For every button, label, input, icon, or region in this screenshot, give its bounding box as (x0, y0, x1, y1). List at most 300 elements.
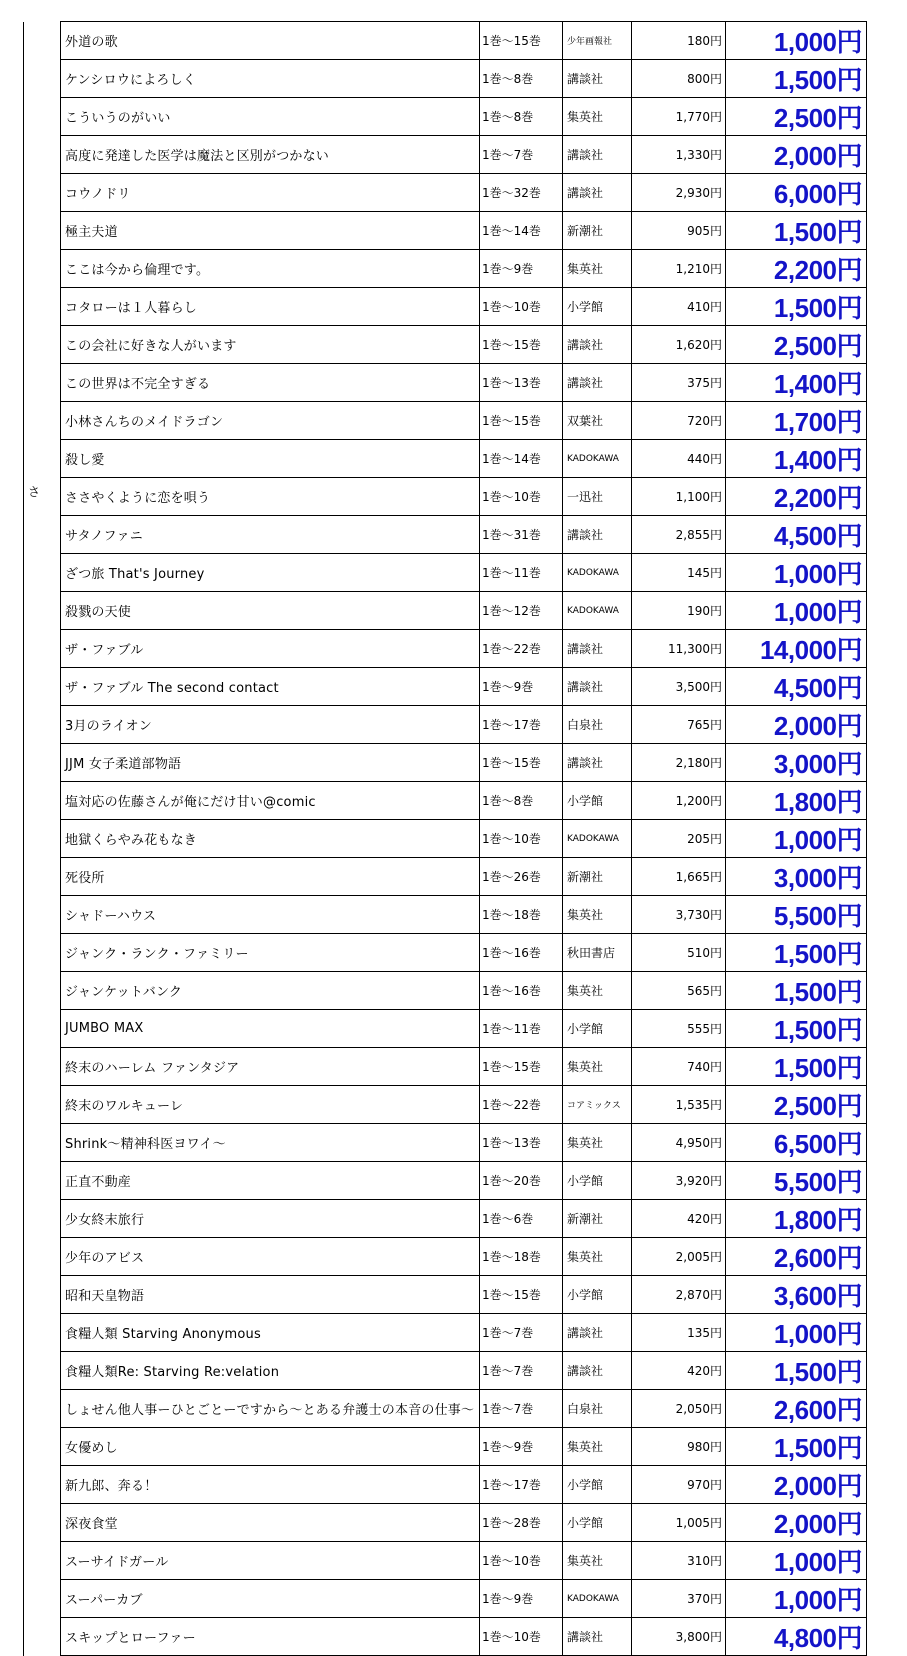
kana-index-cell (24, 212, 61, 250)
volumes-cell: 1巻～8巻 (480, 782, 563, 820)
volumes-cell: 1巻～10巻 (480, 820, 563, 858)
kana-index-cell (24, 1010, 61, 1048)
buy-price-cell: 1,500円 (726, 212, 867, 250)
volumes-cell: 1巻～10巻 (480, 1618, 563, 1656)
table-row (24, 592, 867, 630)
table-row (24, 896, 867, 934)
title-cell: 食糧人類 Starving Anonymous (61, 1314, 480, 1352)
publisher-cell: 講談社 (563, 364, 632, 402)
kana-index-cell (24, 98, 61, 136)
volumes-cell: 1巻～9巻 (480, 1580, 563, 1618)
list-price-cell: 440円 (632, 440, 726, 478)
kana-index-cell (24, 250, 61, 288)
buy-price-cell: 2,000円 (726, 706, 867, 744)
list-price-cell: 135円 (632, 1314, 726, 1352)
volumes-cell: 1巻～31巻 (480, 516, 563, 554)
publisher-cell: 小学館 (563, 782, 632, 820)
volumes-cell: 1巻～15巻 (480, 326, 563, 364)
buy-price-cell: 1,800円 (726, 1200, 867, 1238)
buy-price-cell: 1,000円 (726, 1314, 867, 1352)
title-cell: コタローは１人暮らし (61, 288, 480, 326)
kana-index-cell (24, 1086, 61, 1124)
buy-price-cell: 3,000円 (726, 744, 867, 782)
list-price-cell: 190円 (632, 592, 726, 630)
volumes-cell: 1巻～22巻 (480, 630, 563, 668)
buy-price-cell: 1,000円 (726, 22, 867, 60)
buy-price-cell: 4,500円 (726, 516, 867, 554)
kana-index-cell (24, 820, 61, 858)
volumes-cell: 1巻～6巻 (480, 1200, 563, 1238)
title-cell: この世界は不完全すぎる (61, 364, 480, 402)
publisher-cell: 双葉社 (563, 402, 632, 440)
kana-index-cell (24, 136, 61, 174)
table-row (24, 1466, 867, 1504)
volumes-cell: 1巻～28巻 (480, 1504, 563, 1542)
table-row (24, 288, 867, 326)
publisher-cell: 集英社 (563, 250, 632, 288)
list-price-cell: 3,730円 (632, 896, 726, 934)
list-price-cell: 1,330円 (632, 136, 726, 174)
kana-index-cell (24, 630, 61, 668)
kana-index-cell (24, 858, 61, 896)
publisher-cell: 講談社 (563, 60, 632, 98)
buy-price-cell: 1,800円 (726, 782, 867, 820)
buy-price-cell: 14,000円 (726, 630, 867, 668)
publisher-cell: 講談社 (563, 174, 632, 212)
buy-price-cell: 2,600円 (726, 1238, 867, 1276)
publisher-cell: コアミックス (563, 1086, 632, 1124)
price-list-body (24, 22, 867, 1656)
title-cell: 深夜食堂 (61, 1504, 480, 1542)
list-price-cell: 1,665円 (632, 858, 726, 896)
list-price-cell: 205円 (632, 820, 726, 858)
title-cell: ジャンク・ランク・ファミリー (61, 934, 480, 972)
kana-index-cell (24, 1504, 61, 1542)
title-cell: 極主夫道 (61, 212, 480, 250)
table-row (24, 1276, 867, 1314)
buy-price-cell: 1,500円 (726, 1428, 867, 1466)
table-row (24, 668, 867, 706)
publisher-cell: 白泉社 (563, 1390, 632, 1428)
title-cell: 新九郎、奔る！ (61, 1466, 480, 1504)
buy-price-cell: 2,600円 (726, 1390, 867, 1428)
table-row (24, 1200, 867, 1238)
volumes-cell: 1巻～8巻 (480, 60, 563, 98)
publisher-cell: 講談社 (563, 744, 632, 782)
buy-price-cell: 5,500円 (726, 1162, 867, 1200)
list-price-cell: 555円 (632, 1010, 726, 1048)
list-price-cell: 3,920円 (632, 1162, 726, 1200)
volumes-cell: 1巻～15巻 (480, 22, 563, 60)
buy-price-cell: 1,400円 (726, 440, 867, 478)
kana-index-cell (24, 1542, 61, 1580)
kana-index-cell (24, 1428, 61, 1466)
kana-index-cell (24, 1466, 61, 1504)
kana-index-cell (24, 326, 61, 364)
title-cell: 食糧人類Re: Starving Re:velation (61, 1352, 480, 1390)
table-row (24, 1428, 867, 1466)
list-price-cell: 740円 (632, 1048, 726, 1086)
kana-index-cell (24, 1048, 61, 1086)
volumes-cell: 1巻～15巻 (480, 744, 563, 782)
buy-price-cell: 1,500円 (726, 934, 867, 972)
volumes-cell: 1巻～15巻 (480, 1048, 563, 1086)
table-row (24, 1580, 867, 1618)
publisher-cell: 集英社 (563, 1124, 632, 1162)
title-cell: 外道の歌 (61, 22, 480, 60)
publisher-cell: KADOKAWA (563, 1580, 632, 1618)
list-price-cell: 410円 (632, 288, 726, 326)
kana-index-cell (24, 1124, 61, 1162)
buy-price-cell: 2,500円 (726, 98, 867, 136)
buy-price-cell: 1,000円 (726, 592, 867, 630)
publisher-cell: 小学館 (563, 288, 632, 326)
publisher-cell: 小学館 (563, 1466, 632, 1504)
publisher-cell: KADOKAWA (563, 820, 632, 858)
publisher-cell: 小学館 (563, 1276, 632, 1314)
list-price-cell: 420円 (632, 1352, 726, 1390)
table-row (24, 1086, 867, 1124)
publisher-cell: 集英社 (563, 1238, 632, 1276)
buy-price-cell: 3,000円 (726, 858, 867, 896)
list-price-cell: 3,500円 (632, 668, 726, 706)
table-row (24, 1390, 867, 1428)
volumes-cell: 1巻～22巻 (480, 1086, 563, 1124)
title-cell: Shrink～精神科医ヨワイ～ (61, 1124, 480, 1162)
title-cell: コウノドリ (61, 174, 480, 212)
volumes-cell: 1巻～7巻 (480, 1390, 563, 1428)
volumes-cell: 1巻～12巻 (480, 592, 563, 630)
kana-index-cell (24, 1580, 61, 1618)
list-price-cell: 2,855円 (632, 516, 726, 554)
title-cell: 死役所 (61, 858, 480, 896)
volumes-cell: 1巻～15巻 (480, 402, 563, 440)
buy-price-cell: 3,600円 (726, 1276, 867, 1314)
kana-index-cell (24, 744, 61, 782)
volumes-cell: 1巻～13巻 (480, 1124, 563, 1162)
table-row (24, 250, 867, 288)
table-row (24, 364, 867, 402)
volumes-cell: 1巻～9巻 (480, 1428, 563, 1466)
publisher-cell: 集英社 (563, 972, 632, 1010)
publisher-cell: 小学館 (563, 1162, 632, 1200)
table-row (24, 326, 867, 364)
title-cell: こういうのがいい (61, 98, 480, 136)
volumes-cell: 1巻～10巻 (480, 1542, 563, 1580)
kana-index-cell (24, 782, 61, 820)
kana-index-cell (24, 1238, 61, 1276)
publisher-cell: 講談社 (563, 1314, 632, 1352)
title-cell: スキップとローファー (61, 1618, 480, 1656)
table-row (24, 1124, 867, 1162)
list-price-cell: 1,620円 (632, 326, 726, 364)
publisher-cell: 新潮社 (563, 1200, 632, 1238)
table-row (24, 22, 867, 60)
kana-index-cell (24, 706, 61, 744)
table-row (24, 1352, 867, 1390)
table-row (24, 554, 867, 592)
volumes-cell: 1巻～17巻 (480, 1466, 563, 1504)
title-cell: 終末のハーレム ファンタジア (61, 1048, 480, 1086)
publisher-cell: 講談社 (563, 326, 632, 364)
kana-index-cell (24, 1162, 61, 1200)
volumes-cell: 1巻～8巻 (480, 98, 563, 136)
title-cell: 正直不動産 (61, 1162, 480, 1200)
table-row (24, 1048, 867, 1086)
publisher-cell: KADOKAWA (563, 554, 632, 592)
title-cell: この会社に好きな人がいます (61, 326, 480, 364)
kana-index-cell (24, 1618, 61, 1656)
buy-price-cell: 1,500円 (726, 1048, 867, 1086)
table-row (24, 630, 867, 668)
table-row (24, 1618, 867, 1656)
buy-price-cell: 2,500円 (726, 326, 867, 364)
volumes-cell: 1巻～14巻 (480, 212, 563, 250)
buy-price-cell: 5,500円 (726, 896, 867, 934)
kana-index-cell (24, 934, 61, 972)
publisher-cell: 白泉社 (563, 706, 632, 744)
table-row (24, 440, 867, 478)
list-price-cell: 2,180円 (632, 744, 726, 782)
publisher-cell: 少年画報社 (563, 22, 632, 60)
buy-price-cell: 6,500円 (726, 1124, 867, 1162)
publisher-cell: 新潮社 (563, 858, 632, 896)
list-price-cell: 2,930円 (632, 174, 726, 212)
kana-index-cell (24, 174, 61, 212)
kana-index-cell (24, 60, 61, 98)
table-row (24, 1314, 867, 1352)
title-cell: 塩対応の佐藤さんが俺にだけ甘い@comic (61, 782, 480, 820)
kana-index-cell (24, 364, 61, 402)
list-price-cell: 1,770円 (632, 98, 726, 136)
volumes-cell: 1巻～20巻 (480, 1162, 563, 1200)
publisher-cell: 講談社 (563, 1352, 632, 1390)
list-price-cell: 180円 (632, 22, 726, 60)
buy-price-cell: 1,400円 (726, 364, 867, 402)
title-cell: 女優めし (61, 1428, 480, 1466)
kana-index-cell (24, 516, 61, 554)
table-row (24, 174, 867, 212)
table-row (24, 972, 867, 1010)
list-price-cell: 3,800円 (632, 1618, 726, 1656)
publisher-cell: 一迅社 (563, 478, 632, 516)
list-price-cell: 1,200円 (632, 782, 726, 820)
volumes-cell: 1巻～11巻 (480, 554, 563, 592)
volumes-cell: 1巻～16巻 (480, 972, 563, 1010)
table-row (24, 98, 867, 136)
publisher-cell: KADOKAWA (563, 440, 632, 478)
publisher-cell: 講談社 (563, 136, 632, 174)
title-cell: サタノファニ (61, 516, 480, 554)
kana-index-cell (24, 592, 61, 630)
list-price-cell: 800円 (632, 60, 726, 98)
title-cell: 地獄くらやみ花もなき (61, 820, 480, 858)
list-price-cell: 2,005円 (632, 1238, 726, 1276)
title-cell: ざつ旅 That's Journey (61, 554, 480, 592)
list-price-cell: 420円 (632, 1200, 726, 1238)
kana-index-cell (24, 668, 61, 706)
volumes-cell: 1巻～26巻 (480, 858, 563, 896)
kana-index-cell (24, 440, 61, 478)
title-cell: スーパーカブ (61, 1580, 480, 1618)
table-row (24, 1504, 867, 1542)
table-row (24, 136, 867, 174)
buy-price-cell: 2,000円 (726, 1466, 867, 1504)
kana-index-cell (24, 1276, 61, 1314)
buy-price-cell: 2,500円 (726, 1086, 867, 1124)
table-row (24, 782, 867, 820)
list-price-cell: 145円 (632, 554, 726, 592)
list-price-cell: 2,870円 (632, 1276, 726, 1314)
publisher-cell: 小学館 (563, 1504, 632, 1542)
buy-price-cell: 2,200円 (726, 478, 867, 516)
publisher-cell: 小学館 (563, 1010, 632, 1048)
publisher-cell: 講談社 (563, 630, 632, 668)
list-price-cell: 1,005円 (632, 1504, 726, 1542)
table-row (24, 402, 867, 440)
publisher-cell: 講談社 (563, 516, 632, 554)
table-row (24, 516, 867, 554)
buy-price-cell: 1,500円 (726, 972, 867, 1010)
volumes-cell: 1巻～17巻 (480, 706, 563, 744)
title-cell: 終末のワルキューレ (61, 1086, 480, 1124)
list-price-cell: 4,950円 (632, 1124, 726, 1162)
kana-index-cell (24, 1352, 61, 1390)
table-row (24, 1238, 867, 1276)
table-row (24, 212, 867, 250)
buy-price-cell: 1,500円 (726, 1352, 867, 1390)
title-cell: 小林さんちのメイドラゴン (61, 402, 480, 440)
title-cell: 昭和天皇物語 (61, 1276, 480, 1314)
buy-price-cell: 2,200円 (726, 250, 867, 288)
table-row (24, 1542, 867, 1580)
list-price-cell: 970円 (632, 1466, 726, 1504)
kana-index-cell (24, 402, 61, 440)
buy-price-cell: 6,000円 (726, 174, 867, 212)
kana-index-cell (24, 22, 61, 60)
volumes-cell: 1巻～10巻 (480, 288, 563, 326)
price-list-table (23, 21, 867, 1656)
kana-index-cell (24, 554, 61, 592)
buy-price-cell: 2,000円 (726, 136, 867, 174)
buy-price-cell: 1,500円 (726, 1010, 867, 1048)
volumes-cell: 1巻～10巻 (480, 478, 563, 516)
table-row (24, 858, 867, 896)
table-row (24, 934, 867, 972)
title-cell: 高度に発達した医学は魔法と区別がつかない (61, 136, 480, 174)
title-cell: ここは今から倫理です。 (61, 250, 480, 288)
volumes-cell: 1巻～7巻 (480, 1352, 563, 1390)
title-cell: 少年のアビス (61, 1238, 480, 1276)
list-price-cell: 510円 (632, 934, 726, 972)
title-cell: JJM 女子柔道部物語 (61, 744, 480, 782)
table-row (24, 1162, 867, 1200)
volumes-cell: 1巻～7巻 (480, 1314, 563, 1352)
volumes-cell: 1巻～13巻 (480, 364, 563, 402)
volumes-cell: 1巻～32巻 (480, 174, 563, 212)
title-cell: 殺戮の天使 (61, 592, 480, 630)
list-price-cell: 375円 (632, 364, 726, 402)
title-cell: ザ・ファブル (61, 630, 480, 668)
kana-index-cell: さ (24, 478, 61, 516)
list-price-cell: 1,100円 (632, 478, 726, 516)
buy-price-cell: 1,500円 (726, 288, 867, 326)
kana-index-cell (24, 1314, 61, 1352)
title-cell: スーサイドガール (61, 1542, 480, 1580)
buy-price-cell: 1,000円 (726, 1542, 867, 1580)
title-cell: 3月のライオン (61, 706, 480, 744)
title-cell: 少女終末旅行 (61, 1200, 480, 1238)
kana-index-cell (24, 1200, 61, 1238)
title-cell: ザ・ファブル The second contact (61, 668, 480, 706)
table-row (24, 820, 867, 858)
publisher-cell: 集英社 (563, 1428, 632, 1466)
list-price-cell: 2,050円 (632, 1390, 726, 1428)
buy-price-cell: 4,500円 (726, 668, 867, 706)
title-cell: シャドーハウス (61, 896, 480, 934)
buy-price-cell: 4,800円 (726, 1618, 867, 1656)
buy-price-cell: 1,000円 (726, 554, 867, 592)
list-price-cell: 720円 (632, 402, 726, 440)
list-price-cell: 765円 (632, 706, 726, 744)
publisher-cell: KADOKAWA (563, 592, 632, 630)
publisher-cell: 集英社 (563, 1048, 632, 1086)
table-row (24, 706, 867, 744)
table-row (24, 1010, 867, 1048)
volumes-cell: 1巻～7巻 (480, 136, 563, 174)
volumes-cell: 1巻～15巻 (480, 1276, 563, 1314)
publisher-cell: 講談社 (563, 1618, 632, 1656)
volumes-cell: 1巻～14巻 (480, 440, 563, 478)
kana-index-cell (24, 972, 61, 1010)
title-cell: ジャンケットバンク (61, 972, 480, 1010)
list-price-cell: 980円 (632, 1428, 726, 1466)
title-cell: 殺し愛 (61, 440, 480, 478)
volumes-cell: 1巻～11巻 (480, 1010, 563, 1048)
list-price-cell: 310円 (632, 1542, 726, 1580)
list-price-cell: 905円 (632, 212, 726, 250)
publisher-cell: 秋田書店 (563, 934, 632, 972)
volumes-cell: 1巻～16巻 (480, 934, 563, 972)
title-cell: ささやくように恋を唄う (61, 478, 480, 516)
kana-index-cell (24, 896, 61, 934)
kana-index-cell (24, 1390, 61, 1428)
table-row (24, 744, 867, 782)
publisher-cell: 講談社 (563, 668, 632, 706)
buy-price-cell: 1,700円 (726, 402, 867, 440)
volumes-cell: 1巻～9巻 (480, 250, 563, 288)
title-cell: ケンシロウによろしく (61, 60, 480, 98)
buy-price-cell: 1,500円 (726, 60, 867, 98)
volumes-cell: 1巻～9巻 (480, 668, 563, 706)
title-cell: しょせん他人事ーひとごとーですから～とある弁護士の本音の仕事～ (61, 1390, 480, 1428)
list-price-cell: 11,300円 (632, 630, 726, 668)
list-price-cell: 1,210円 (632, 250, 726, 288)
table-row (24, 478, 867, 516)
publisher-cell: 集英社 (563, 1542, 632, 1580)
buy-price-cell: 2,000円 (726, 1504, 867, 1542)
table-row (24, 60, 867, 98)
volumes-cell: 1巻～18巻 (480, 896, 563, 934)
list-price-cell: 370円 (632, 1580, 726, 1618)
list-price-cell: 565円 (632, 972, 726, 1010)
list-price-cell: 1,535円 (632, 1086, 726, 1124)
volumes-cell: 1巻～18巻 (480, 1238, 563, 1276)
publisher-cell: 集英社 (563, 98, 632, 136)
title-cell: JUMBO MAX (61, 1010, 480, 1048)
kana-index-cell (24, 288, 61, 326)
publisher-cell: 新潮社 (563, 212, 632, 250)
